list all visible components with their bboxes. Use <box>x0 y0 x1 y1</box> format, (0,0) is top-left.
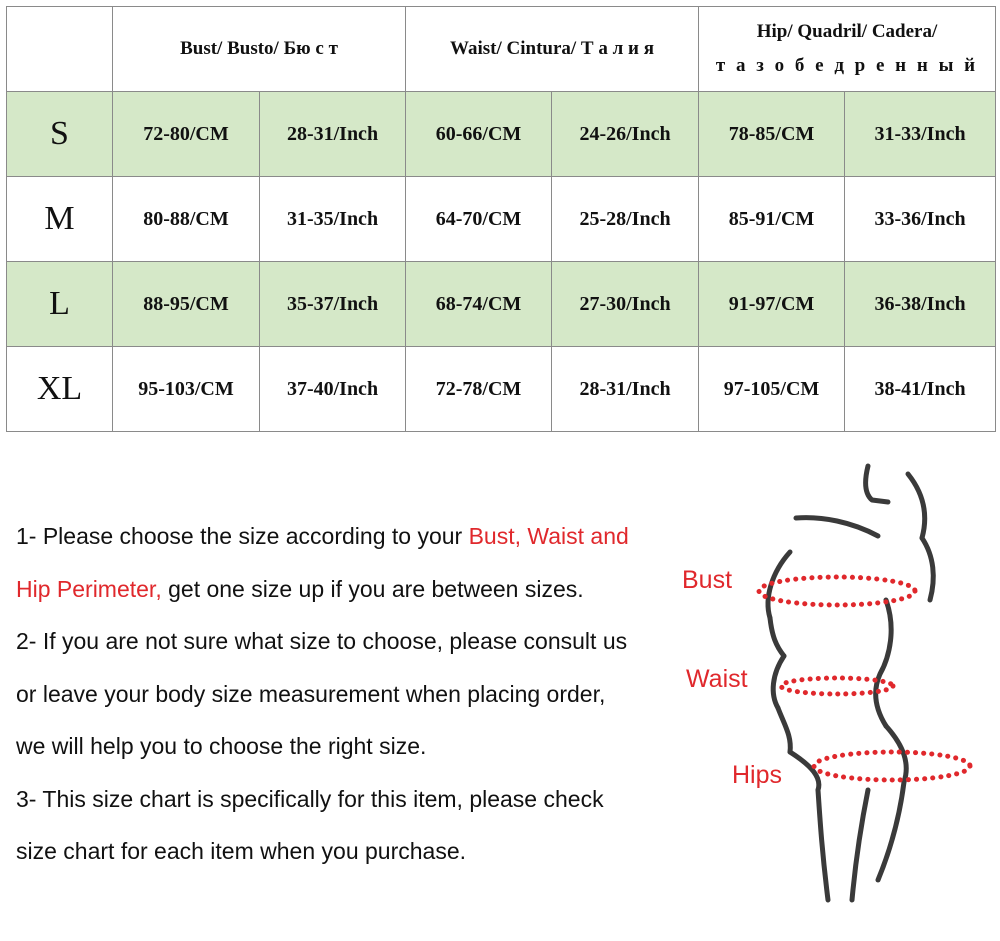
header-bust: Bust/ Busto/ Бю с т <box>113 7 406 92</box>
instruction-line: size chart for each item when you purchase. <box>16 838 467 864</box>
waist-cm-cell: 68-74/CM <box>406 262 552 347</box>
waist-label: Waist <box>686 665 748 693</box>
waist-cm-cell: 64-70/CM <box>406 177 552 262</box>
hip-cm-cell: 97-105/CM <box>699 347 845 432</box>
bust-label: Bust <box>682 566 733 594</box>
size-label: L <box>7 262 113 347</box>
hip-cm-cell: 78-85/CM <box>699 92 845 177</box>
body-silhouette-icon <box>672 460 1000 941</box>
hip-inch-cell: 31-33/Inch <box>845 92 996 177</box>
hip-cm-cell: 85-91/CM <box>699 177 845 262</box>
waist-inch-cell: 24-26/Inch <box>552 92 699 177</box>
table-header-row <box>7 7 996 92</box>
hips-label: Hips <box>732 761 783 789</box>
table-row <box>7 347 996 432</box>
waist-cm-cell: 60-66/CM <box>406 92 552 177</box>
instructions-text <box>16 510 676 878</box>
instruction-highlight: Hip Perimeter, <box>16 575 162 602</box>
instruction-line <box>16 563 676 616</box>
table-row <box>7 262 996 347</box>
size-chart-table <box>6 6 996 432</box>
bust-inch-cell: 28-31/Inch <box>260 92 406 177</box>
instruction-text: 1- Please choose the size according to your <box>16 523 469 549</box>
size-label: XL <box>7 347 113 432</box>
instruction-line: or leave your body size measurement when placing order, <box>16 680 606 707</box>
instruction-text: get one size up if you are between sizes. <box>161 575 584 602</box>
waist-inch-cell: 27-30/Inch <box>552 262 699 347</box>
bust-measure-ring <box>759 577 915 605</box>
header-hip-line2: т а з о б е д р е н н ы й <box>715 55 979 76</box>
instruction-line: 2- If you are not sure what size to choose, please consult us <box>16 628 628 654</box>
instruction-line: we will help you to choose the right size. <box>16 733 427 759</box>
hip-cm-cell: 91-97/CM <box>699 262 845 347</box>
size-label: S <box>7 92 113 177</box>
header-waist: Waist/ Cintura/ Т а л и я <box>406 7 699 92</box>
bust-inch-cell: 35-37/Inch <box>260 262 406 347</box>
waist-inch-cell: 28-31/Inch <box>552 347 699 432</box>
hip-inch-cell: 36-38/Inch <box>845 262 996 347</box>
hip-inch-cell: 38-41/Inch <box>845 347 996 432</box>
size-label: M <box>7 177 113 262</box>
table-row <box>7 177 996 262</box>
bust-cm-cell: 95-103/CM <box>113 347 260 432</box>
waist-cm-cell: 72-78/CM <box>406 347 552 432</box>
bust-inch-cell: 31-35/Inch <box>260 177 406 262</box>
bust-cm-cell: 88-95/CM <box>113 262 260 347</box>
hip-inch-cell: 33-36/Inch <box>845 177 996 262</box>
instruction-highlight: Bust, Waist and <box>468 523 629 549</box>
header-hip <box>699 7 996 92</box>
bust-inch-cell: 37-40/Inch <box>260 347 406 432</box>
bust-cm-cell: 80-88/CM <box>113 177 260 262</box>
header-empty-cell <box>7 7 113 92</box>
hip-measure-ring <box>814 752 970 780</box>
table-row <box>7 92 996 177</box>
instruction-line <box>16 510 676 563</box>
bust-cm-cell: 72-80/CM <box>113 92 260 177</box>
instruction-line: 3- This size chart is specifically for this item, please check <box>16 785 604 812</box>
waist-inch-cell: 25-28/Inch <box>552 177 699 262</box>
header-hip-line1: Hip/ Quadril/ Cadera/ <box>756 21 938 42</box>
